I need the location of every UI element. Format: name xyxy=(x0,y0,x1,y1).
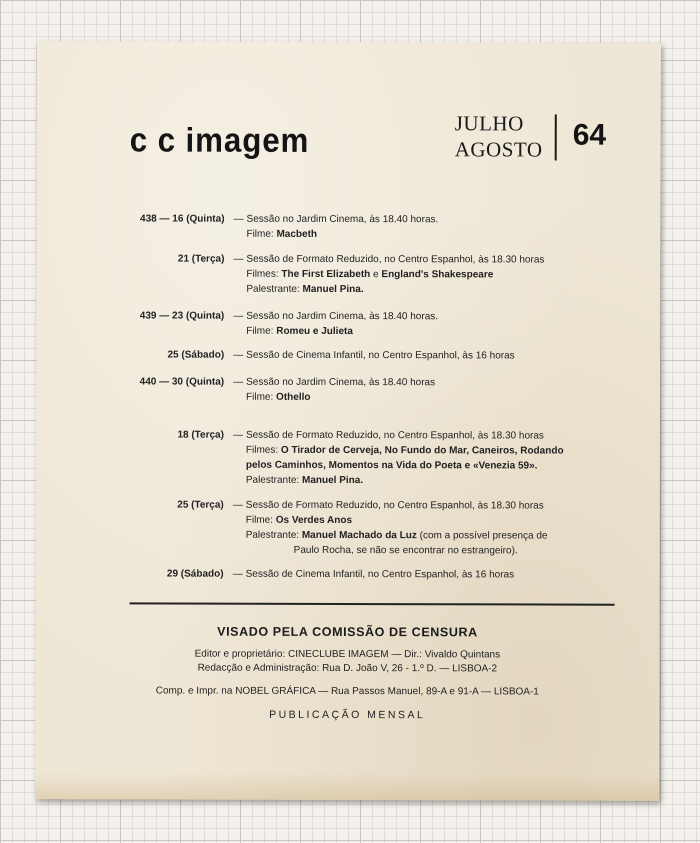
censorship-notice: VISADO PELA COMISSÃO DE CENSURA xyxy=(217,624,478,640)
entry-line: Sessão no Jardim Cinema, às 18.40 horas. xyxy=(246,310,439,323)
administration-line: Redacção e Administração: Rua D. João V, 26 - 1.º D. — LISBOA-2 xyxy=(197,662,498,675)
month-august: AGOSTO xyxy=(454,137,543,162)
publication-logo: c c imagem xyxy=(129,121,310,160)
entry-label: Filme: xyxy=(245,514,276,526)
editor-line: Editor e proprietário: CINECLUBE IMAGEM — Dir.: Vivaldo Quintans xyxy=(194,648,501,661)
entry-dash: — xyxy=(232,568,243,580)
entry-dash: — xyxy=(232,499,243,511)
month-july: JULHO xyxy=(454,111,524,136)
entry-line: Sessão de Formato Reduzido, no Centro Espanhol, às 18.30 horas xyxy=(245,429,544,442)
printer-line: Comp. e Impr. na NOBEL GRÁFICA — Rua Passos Manuel, 89-A e 91-A — LISBOA-1 xyxy=(155,685,539,698)
entry-label: Filmes: xyxy=(245,444,281,456)
speaker-name: Manuel Pina. xyxy=(302,283,364,296)
film-title: O Tirador de Cerveja, No Fundo do Mar, Caneiros, Rodando xyxy=(280,444,564,457)
entry-date: 25 (Sábado) xyxy=(167,349,225,361)
schedule-entry xyxy=(37,211,661,240)
entry-date: 438 — 16 (Quinta) xyxy=(140,213,225,225)
entry-line: Paulo Rocha, se não se encontrar no estrangeiro). xyxy=(293,544,518,557)
film-title: Othello xyxy=(276,391,311,403)
film-title: pelos Caminhos, Momentos na Vida do Poeta e «Venezia 59». xyxy=(245,459,538,472)
schedule-entry xyxy=(36,347,660,362)
entry-date: 439 — 23 (Quinta) xyxy=(139,310,225,322)
entry-label: Filme: xyxy=(246,391,277,403)
schedule-entry xyxy=(36,566,660,581)
entry-line: Sessão de Formato Reduzido, no Centro Espanhol, às 18.30 horas xyxy=(246,253,545,266)
entry-dash: — xyxy=(233,310,244,322)
entry-line: Sessão de Formato Reduzido, no Centro Espanhol, às 18.30 horas xyxy=(245,499,544,512)
entry-line: Sessão de Cinema Infantil, no Centro Espanhol, às 16 horas xyxy=(246,349,515,362)
entry-date: 21 (Terça) xyxy=(177,253,225,265)
program-sheet xyxy=(35,41,661,801)
schedule-entry xyxy=(36,374,660,403)
entry-label: Filme: xyxy=(246,325,277,337)
schedule-entry xyxy=(36,251,660,296)
speaker-name: Manuel Pina. xyxy=(301,474,364,487)
entry-line: Sessão no Jardim Cinema, às 18.40 horas xyxy=(246,376,436,389)
entry-label: Filmes: xyxy=(246,268,282,280)
entry-label: Palestrante: xyxy=(246,283,303,295)
speaker-name: Manuel Machado da Luz xyxy=(301,529,417,542)
entry-label: Filme: xyxy=(246,228,277,240)
header-divider xyxy=(555,115,557,161)
film-title: England's Shakespeare xyxy=(381,269,494,281)
film-title: Os Verdes Anos xyxy=(275,514,353,527)
entry-dash: — xyxy=(233,376,244,388)
entry-date: 440 — 30 (Quinta) xyxy=(139,376,225,388)
film-title: The First Elizabeth xyxy=(281,268,371,281)
issue-number: 64 xyxy=(572,118,607,152)
schedule-entry xyxy=(36,497,660,557)
footer-rule xyxy=(130,602,615,605)
entry-line: Sessão de Cinema Infantil, no Centro Espanhol, às 16 horas xyxy=(245,568,515,581)
entry-conjunction: e xyxy=(370,269,382,281)
entry-date: 29 (Sábado) xyxy=(166,568,224,580)
entry-note: (com a possível presença de xyxy=(416,530,548,542)
film-title: Romeu e Julieta xyxy=(276,325,353,338)
publication-frequency: PUBLICAÇÃO MENSAL xyxy=(269,708,426,722)
entry-label: Palestrante: xyxy=(245,474,303,486)
schedule-entry xyxy=(36,427,660,487)
issue-months xyxy=(455,110,543,162)
entry-label: Palestrante: xyxy=(245,529,302,541)
entry-date: 25 (Terça) xyxy=(177,499,224,511)
entry-dash: — xyxy=(233,349,244,361)
entry-dash: — xyxy=(233,253,244,265)
entry-date: 18 (Terça) xyxy=(177,429,224,441)
schedule-entry xyxy=(36,308,660,338)
film-title: Macbeth xyxy=(276,228,318,240)
entry-dash: — xyxy=(232,429,243,441)
entry-dash: — xyxy=(233,213,244,225)
entry-line: Sessão no Jardim Cinema, às 18.40 horas. xyxy=(246,213,439,226)
